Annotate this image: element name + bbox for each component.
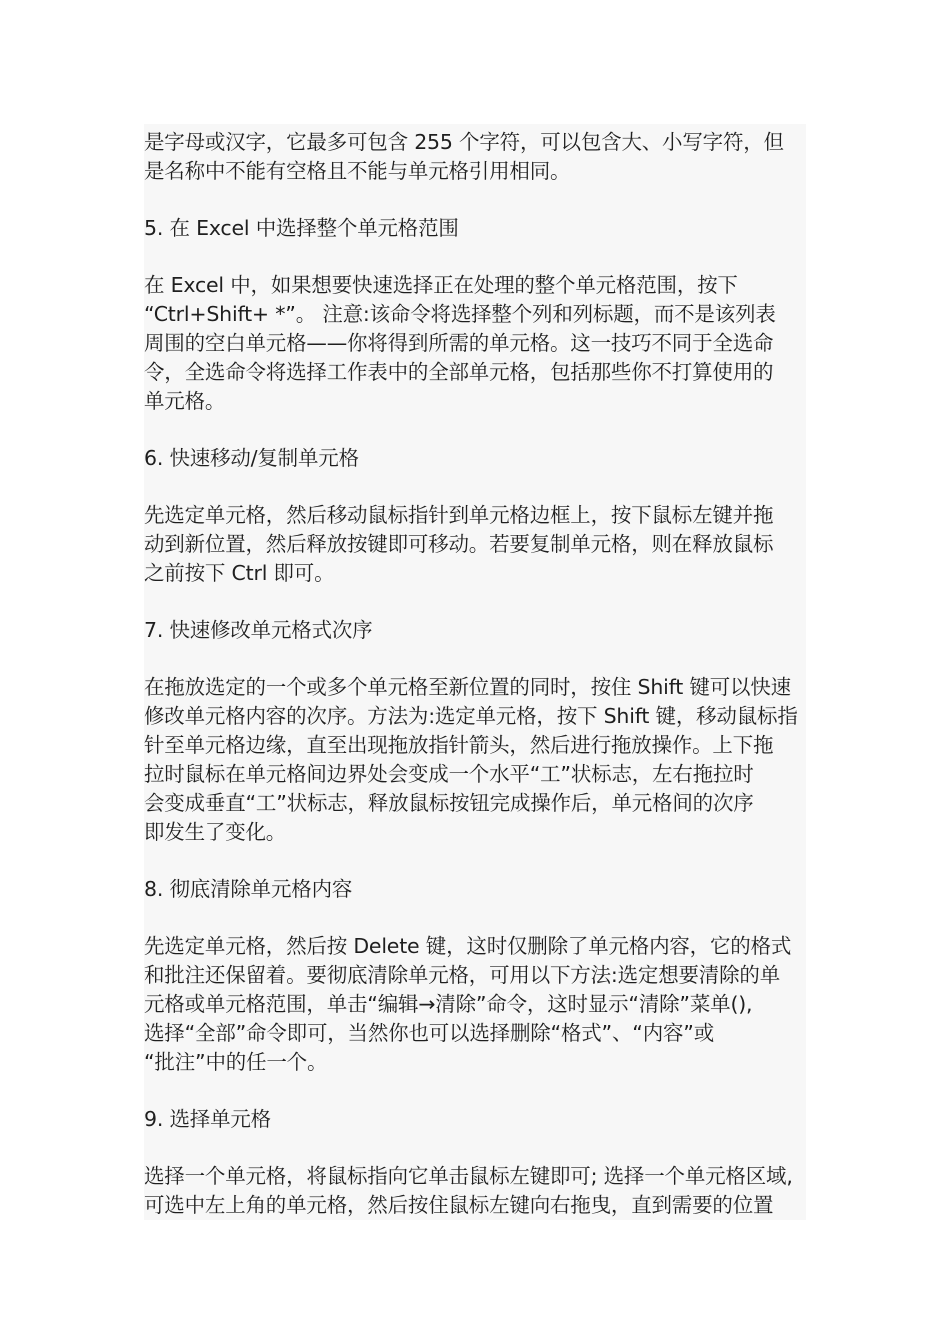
paragraph-line: 修改单元格内容的次序。方法为:选定单元格，按下 Shift 键，移动鼠标指: [144, 704, 798, 728]
paragraph-line: 令，全选命令将选择工作表中的全部单元格，包括那些你不打算使用的: [144, 360, 774, 384]
paragraph-line: 元格或单元格范围，单击“编辑→清除”命令，这时显示“清除”菜单(),: [144, 992, 753, 1016]
paragraph-line: 会变成垂直“工”状标志，释放鼠标按钮完成操作后，单元格间的次序: [144, 791, 754, 815]
paragraph-line: 先选定单元格，然后移动鼠标指针到单元格边框上，按下鼠标左键并拖: [144, 503, 774, 527]
paragraph-line: 周围的空白单元格——你将得到所需的单元格。这一技巧不同于全选命: [144, 331, 774, 355]
paragraph-line: 针至单元格边缘，直至出现拖放指针箭头，然后进行拖放操作。上下拖: [144, 733, 774, 757]
document-page-content: [144, 124, 806, 1220]
paragraph-line: 选择一个单元格，将鼠标指向它单击鼠标左键即可; 选择一个单元格区域,: [144, 1164, 793, 1188]
paragraph-line: 单元格。: [144, 389, 226, 413]
section-heading-7: 7. 快速修改单元格式次序: [144, 618, 373, 642]
section-heading-9: 9. 选择单元格: [144, 1107, 271, 1131]
paragraph-line: 之前按下 Ctrl 即可。: [144, 561, 335, 585]
paragraph-line: 即发生了变化。: [144, 820, 287, 844]
paragraph-line: 在 Excel 中，如果想要快速选择正在处理的整个单元格范围，按下: [144, 273, 738, 297]
paragraph-line: 是字母或汉字，它最多可包含 255 个字符，可以包含大、小写字符，但: [144, 130, 784, 154]
paragraph-line: 动到新位置，然后释放按键即可移动。若要复制单元格，则在释放鼠标: [144, 532, 774, 556]
paragraph-line: “Ctrl+Shift+ *”。 注意:该命令将选择整个列和列标题，而不是该列表: [144, 302, 776, 326]
paragraph-line: 选择“全部”命令即可，当然你也可以选择删除“格式”、“内容”或: [144, 1021, 715, 1045]
paragraph-line: 拉时鼠标在单元格间边界处会变成一个水平“工”状标志，左右拖拉时: [144, 762, 754, 786]
paragraph-line: 在拖放选定的一个或多个单元格至新位置的同时，按住 Shift 键可以快速: [144, 675, 791, 699]
section-heading-8: 8. 彻底清除单元格内容: [144, 877, 353, 901]
section-heading-5: 5. 在 Excel 中选择整个单元格范围: [144, 216, 459, 240]
paragraph-line: 是名称中不能有空格且不能与单元格引用相同。: [144, 159, 571, 183]
paragraph-line: 和批注还保留着。要彻底清除单元格，可用以下方法:选定想要清除的单: [144, 963, 781, 987]
section-heading-6: 6. 快速移动/复制单元格: [144, 446, 359, 470]
paragraph-line: “批注”中的任一个。: [144, 1050, 328, 1074]
paragraph-line: 先选定单元格，然后按 Delete 键，这时仅删除了单元格内容，它的格式: [144, 934, 792, 958]
paragraph-line: 可选中左上角的单元格，然后按住鼠标左键向右拖曳，直到需要的位置: [144, 1193, 774, 1217]
